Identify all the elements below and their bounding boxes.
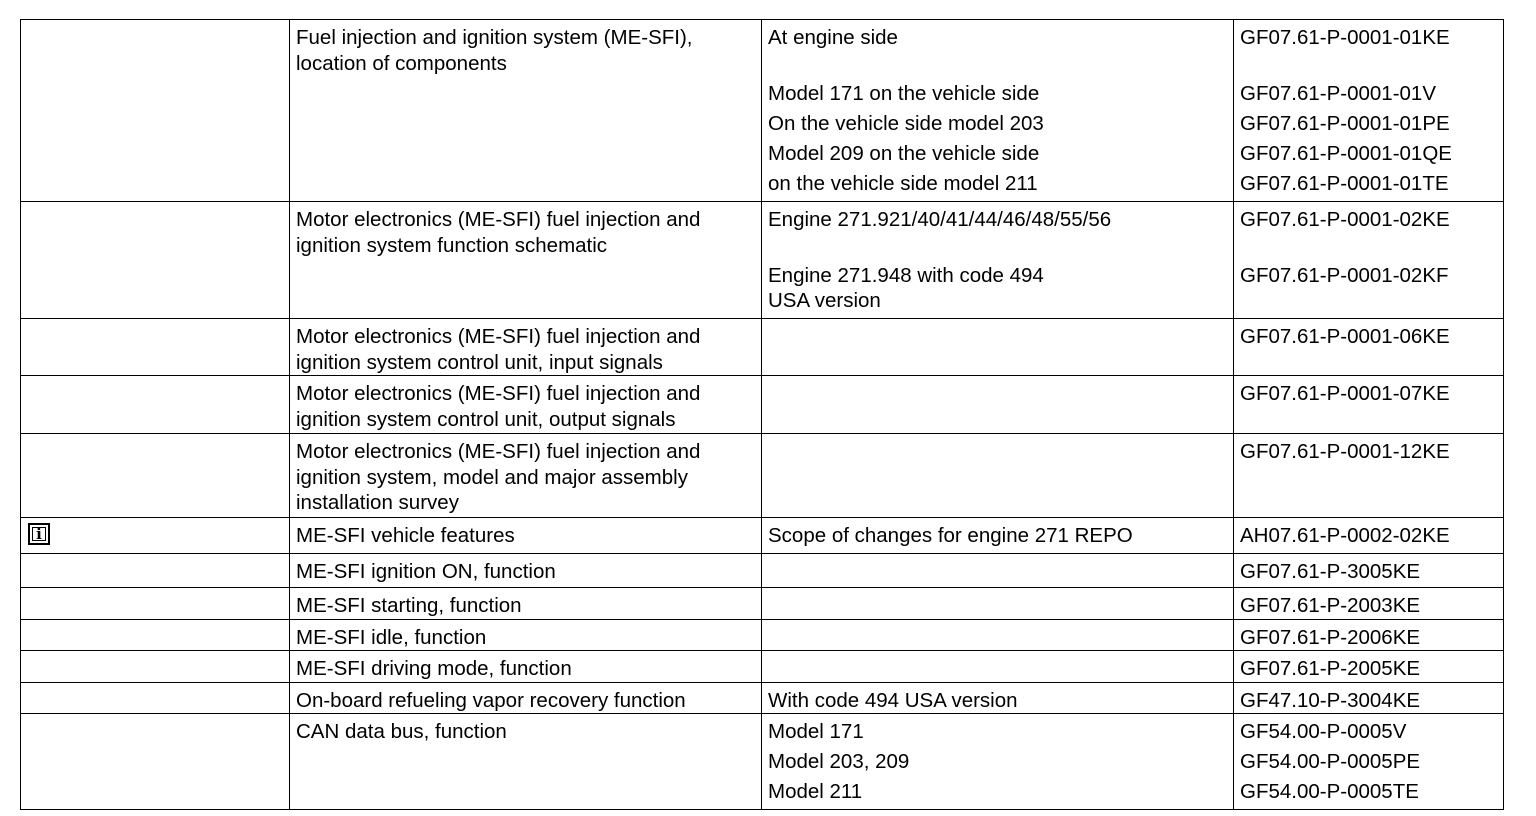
table-row (21, 588, 1504, 620)
detail-line: Model 171 (768, 720, 864, 743)
title-cell (290, 376, 762, 434)
title-cell (290, 518, 762, 554)
reference-line[interactable]: GF07.61-P-2005KE (1240, 657, 1421, 680)
table-row (21, 376, 1504, 434)
reference-line[interactable]: GF07.61-P-2006KE (1240, 625, 1421, 649)
detail-line: Model 203, 209 (768, 750, 910, 773)
info-cell (21, 518, 290, 554)
title-cell (290, 434, 762, 518)
info-cell (21, 20, 290, 202)
info-cell (21, 434, 290, 518)
reference-line[interactable]: GF07.61-P-0001-01PE (1240, 112, 1450, 135)
reference-line[interactable]: GF07.61-P-2003KE (1240, 594, 1421, 617)
detail-line (768, 233, 1227, 263)
title-line: ME-SFI starting, function (296, 594, 522, 617)
document-reference-table (20, 19, 1504, 810)
title-cell (290, 588, 762, 620)
reference-line[interactable]: GF07.61-P-0001-01V (1240, 82, 1437, 105)
reference-line[interactable]: GF07.61-P-0001-01KE (1240, 26, 1450, 49)
table-row (21, 682, 1504, 714)
reference-cell (1234, 20, 1504, 202)
detail-line: With code 494 USA version (768, 688, 1018, 712)
reference-line[interactable]: GF07.61-P-0001-02KF (1240, 263, 1449, 287)
reference-line[interactable]: GF07.61-P-0001-12KE (1240, 440, 1450, 463)
table-row (21, 651, 1504, 683)
table-row (21, 518, 1504, 554)
title-line: location of components (296, 51, 507, 75)
table-row (21, 319, 1504, 376)
title-line: Motor electronics (ME-SFI) fuel injection and (296, 208, 701, 231)
title-line: CAN data bus, function (296, 720, 507, 743)
title-line: Fuel injection and ignition system (ME-SFI), (296, 26, 693, 49)
reference-line[interactable]: GF07.61-P-0001-02KE (1240, 208, 1450, 231)
title-line: ignition system control unit, output signals (296, 407, 676, 431)
detail-line: At engine side (768, 26, 898, 49)
reference-line[interactable] (1240, 55, 1497, 81)
info-cell (21, 588, 290, 620)
reference-line[interactable]: GF07.61-P-0001-07KE (1240, 382, 1450, 405)
title-cell (290, 20, 762, 202)
detail-cell (762, 588, 1234, 620)
reference-cell (1234, 554, 1504, 588)
detail-cell (762, 714, 1234, 810)
detail-line: Engine 271.948 with code 494 (768, 263, 1044, 287)
reference-line[interactable]: GF07.61-P-0001-06KE (1240, 325, 1450, 348)
detail-cell (762, 202, 1234, 319)
title-line: On-board refueling vapor recovery function (296, 688, 686, 712)
reference-cell (1234, 714, 1504, 810)
detail-cell (762, 651, 1234, 683)
title-line: ME-SFI ignition ON, function (296, 560, 556, 583)
table-row (21, 434, 1504, 518)
detail-line: on the vehicle side model 211 (768, 172, 1038, 195)
title-line: Motor electronics (ME-SFI) fuel injection and (296, 325, 701, 348)
detail-line: Scope of changes for engine 271 REPO (768, 524, 1133, 547)
title-cell (290, 554, 762, 588)
detail-cell (762, 20, 1234, 202)
title-cell (290, 714, 762, 810)
detail-cell (762, 554, 1234, 588)
info-cell (21, 714, 290, 810)
title-cell (290, 682, 762, 714)
table-row (21, 619, 1504, 651)
reference-line[interactable]: GF07.61-P-3005KE (1240, 560, 1421, 583)
reference-line[interactable]: GF07.61-P-0001-01QE (1240, 142, 1452, 165)
reference-line[interactable]: GF54.00-P-0005V (1240, 720, 1407, 743)
title-cell (290, 319, 762, 376)
table-body (21, 20, 1504, 810)
reference-cell (1234, 518, 1504, 554)
detail-cell (762, 619, 1234, 651)
reference-cell (1234, 434, 1504, 518)
detail-cell (762, 434, 1234, 518)
title-line: ignition system function schematic (296, 233, 608, 257)
reference-cell (1234, 588, 1504, 620)
table-row (21, 714, 1504, 810)
info-icon-glyph: i (36, 525, 42, 543)
info-cell (21, 202, 290, 319)
reference-line[interactable]: GF54.00-P-0005TE (1240, 780, 1419, 803)
reference-line[interactable]: AH07.61-P-0002-02KE (1240, 524, 1450, 547)
info-cell (21, 651, 290, 683)
reference-line[interactable] (1240, 233, 1497, 263)
reference-line[interactable]: GF54.00-P-0005PE (1240, 750, 1421, 773)
title-line: ignition system control unit, input signals (296, 350, 663, 374)
detail-line: Model 209 on the vehicle side (768, 142, 1040, 165)
detail-cell (762, 319, 1234, 376)
table-row (21, 554, 1504, 588)
detail-line (768, 55, 1227, 81)
reference-cell (1234, 376, 1504, 434)
reference-line[interactable] (1240, 288, 1497, 318)
info-cell (21, 376, 290, 434)
info-icon (28, 523, 50, 545)
info-cell (21, 554, 290, 588)
detail-line: Model 211 (768, 780, 863, 803)
detail-line: On the vehicle side model 203 (768, 112, 1044, 135)
title-line: ME-SFI driving mode, function (296, 657, 572, 680)
detail-cell (762, 682, 1234, 714)
reference-cell (1234, 682, 1504, 714)
info-cell (21, 682, 290, 714)
title-line: ME-SFI vehicle features (296, 524, 515, 547)
title-cell (290, 619, 762, 651)
detail-cell (762, 518, 1234, 554)
title-line: installation survey (296, 491, 459, 514)
reference-cell (1234, 651, 1504, 683)
detail-line: USA version (768, 289, 881, 312)
title-cell (290, 651, 762, 683)
table-row (21, 20, 1504, 202)
title-line: Motor electronics (ME-SFI) fuel injection and (296, 440, 701, 463)
title-cell (290, 202, 762, 319)
reference-cell (1234, 202, 1504, 319)
detail-cell (762, 376, 1234, 434)
detail-line: Engine 271.921/40/41/44/46/48/55/56 (768, 208, 1112, 231)
info-cell (21, 619, 290, 651)
reference-cell (1234, 619, 1504, 651)
info-cell (21, 319, 290, 376)
title-line: ME-SFI idle, function (296, 625, 487, 649)
title-line: ignition system, model and major assembly (296, 465, 688, 489)
reference-line[interactable]: GF47.10-P-3004KE (1240, 688, 1421, 712)
reference-line[interactable]: GF07.61-P-0001-01TE (1240, 172, 1449, 195)
title-line: Motor electronics (ME-SFI) fuel injection and (296, 382, 701, 405)
table-row (21, 202, 1504, 319)
reference-cell (1234, 319, 1504, 376)
detail-line: Model 171 on the vehicle side (768, 82, 1040, 105)
